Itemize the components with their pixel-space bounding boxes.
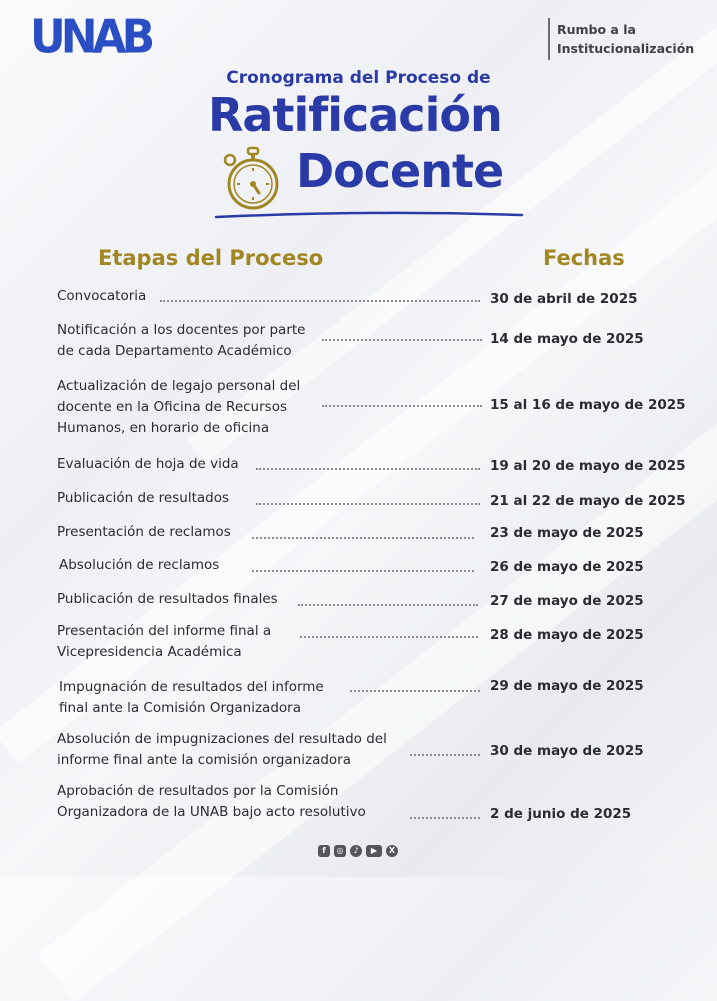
title-pre: Cronograma del Proceso de <box>226 68 491 88</box>
stage-date: 30 de mayo de 2025 <box>490 743 644 759</box>
stage-label <box>57 522 231 543</box>
leader-dots <box>252 570 474 572</box>
stage-date: 30 de abril de 2025 <box>490 291 638 307</box>
stage-line: docente en la Oficina de Recursos <box>57 399 287 415</box>
stage-line: Absolución de impugnizaciones del resultado del <box>57 731 387 747</box>
stage-line: informe final ante la comisión organizadora <box>57 752 351 768</box>
leader-dots <box>160 300 480 302</box>
stopwatch-icon <box>220 146 286 212</box>
tagline-divider <box>548 18 550 60</box>
stage-date: 2 de junio de 2025 <box>490 806 632 822</box>
unab-logo: UNAB <box>30 10 151 65</box>
stage-line: Aprobación de resultados por la Comisión <box>57 783 339 799</box>
leader-dots <box>322 405 482 407</box>
stage-line: Evaluación de hoja de vida <box>57 456 239 472</box>
stage-label <box>57 286 146 307</box>
tiktok-icon[interactable]: ♪ <box>350 845 362 857</box>
leader-dots <box>252 537 474 539</box>
stage-line: de cada Departamento Académico <box>57 343 292 359</box>
stage-date: 28 de mayo de 2025 <box>490 627 644 643</box>
leader-dots <box>410 817 480 819</box>
leader-dots <box>256 468 480 470</box>
facebook-icon[interactable]: f <box>318 845 330 857</box>
stage-label <box>57 376 300 439</box>
stage-label <box>57 621 271 663</box>
leader-dots <box>350 690 480 692</box>
stage-line: Convocatoria <box>57 288 147 304</box>
column-header-dates: Fechas <box>543 246 625 270</box>
stage-line: Presentación de reclamos <box>57 524 231 540</box>
stage-line: Publicación de resultados finales <box>57 591 278 607</box>
stage-date: 23 de mayo de 2025 <box>490 525 644 541</box>
x-icon[interactable]: X <box>386 845 398 857</box>
stage-line: Publicación de resultados <box>57 490 229 506</box>
stage-date: 14 de mayo de 2025 <box>490 331 644 347</box>
stage-line: final ante la Comisión Organizadora <box>59 700 301 716</box>
leader-dots <box>298 604 478 606</box>
stage-label <box>59 677 324 719</box>
stage-date: 21 al 22 de mayo de 2025 <box>490 493 686 509</box>
social-icons <box>318 845 398 857</box>
leader-dots <box>410 754 480 756</box>
stage-line: Notificación a los docentes por parte <box>57 322 306 338</box>
stage-date: 29 de mayo de 2025 <box>490 678 644 694</box>
leader-dots <box>300 636 478 638</box>
stage-line: Organizadora de la UNAB bajo acto resolutivo <box>57 804 366 820</box>
stage-label <box>57 454 239 475</box>
stage-label <box>57 781 366 823</box>
stage-date: 19 al 20 de mayo de 2025 <box>490 458 686 474</box>
tagline-line1: Rumbo a la <box>557 22 636 37</box>
stage-label <box>57 320 305 362</box>
stage-label <box>57 488 229 509</box>
stage-line: Impugnación de resultados del informe <box>59 679 324 695</box>
stage-label <box>57 729 387 771</box>
stage-line: Absolución de reclamos <box>59 557 220 573</box>
title-underline <box>214 208 524 220</box>
stage-line: Humanos, en horario de oficina <box>57 420 270 436</box>
stage-line: Vicepresidencia Académica <box>57 644 242 660</box>
youtube-icon[interactable]: ▶ <box>366 845 382 857</box>
leader-dots <box>322 339 482 341</box>
column-header-stages: Etapas del Proceso <box>98 246 324 270</box>
title-line1: Ratificación <box>208 88 502 142</box>
tagline-line2: Institucionalización <box>557 41 695 56</box>
tagline <box>557 20 694 58</box>
title-line2: Docente <box>296 144 504 198</box>
instagram-icon[interactable]: ◎ <box>334 845 346 857</box>
stage-date: 15 al 16 de mayo de 2025 <box>490 397 686 413</box>
stage-line: Actualización de legajo personal del <box>57 378 301 394</box>
stage-date: 27 de mayo de 2025 <box>490 593 644 609</box>
leader-dots <box>256 503 480 505</box>
stage-line: Presentación del informe final a <box>57 623 272 639</box>
stage-label <box>59 555 219 576</box>
stage-label <box>57 589 278 610</box>
stage-date: 26 de mayo de 2025 <box>490 559 644 575</box>
